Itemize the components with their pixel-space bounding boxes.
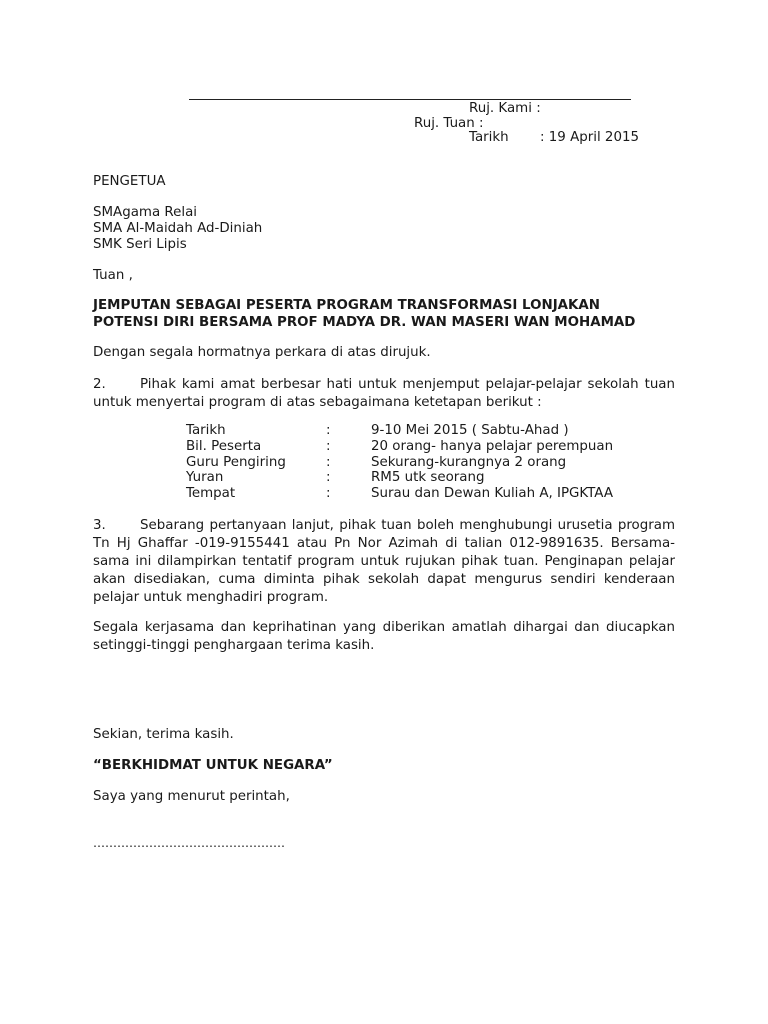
sign-off: Saya yang menurut perintah, xyxy=(93,789,290,804)
detail-row-bil-peserta xyxy=(0,439,768,455)
detail-row-guru-pengiring xyxy=(0,455,768,471)
detail-label: Tempat xyxy=(186,486,236,501)
detail-label: Tarikh xyxy=(186,423,226,438)
detail-value: 9-10 Mei 2015 ( Sabtu-Ahad ) xyxy=(371,423,569,438)
detail-row-yuran xyxy=(0,470,768,486)
detail-value: RM5 utk seorang xyxy=(371,470,485,485)
detail-label: Yuran xyxy=(186,470,224,485)
school-3: SMK Seri Lipis xyxy=(93,237,187,252)
paragraph-4-text: Segala kerjasama dan keprihatinan yang diberikan amatlah dihargai dan diucapkan setinggi-tinggi penghargaan terima kasih. xyxy=(93,620,675,653)
signature-line: ………………………………………… xyxy=(93,836,285,850)
school-2: SMA Al-Maidah Ad-Diniah xyxy=(93,221,263,236)
detail-row-tarikh xyxy=(0,423,768,439)
detail-value: 20 orang- hanya pelajar perempuan xyxy=(371,439,614,454)
detail-row-tempat xyxy=(0,486,768,502)
paragraph-3 xyxy=(93,517,675,607)
header-rule xyxy=(189,99,631,100)
tarikh-label: Tarikh xyxy=(469,130,509,145)
intro-text: Dengan segala hormatnya perkara di atas dirujuk. xyxy=(93,345,431,360)
detail-value: Sekurang-kurangnya 2 orang xyxy=(371,455,567,470)
school-1: SMAgama Relai xyxy=(93,205,198,220)
paragraph-2 xyxy=(93,376,675,412)
paragraph-4 xyxy=(93,619,675,655)
tarikh-value: : 19 April 2015 xyxy=(540,130,640,145)
detail-colon: : xyxy=(326,486,331,501)
ruj-kami: Ruj. Kami : xyxy=(469,101,541,116)
detail-colon: : xyxy=(326,470,331,485)
detail-colon: : xyxy=(326,439,331,454)
paragraph-2-number: 2. xyxy=(93,377,106,392)
paragraph-3-text: Sebarang pertanyaan lanjut, pihak tuan boleh menghubungi urusetia program Tn Hj Ghaffar -019-9155441 atau Pn Nor Azimah di talian 012-9891635. Bersama-sama ini dilampirkan tentatif program untuk rujukan pihak tuan. Penginapan pelajar akan disediakan, cuma diminta pihak sekolah dapat mengurus sendiri kenderaan pelajar untuk menghadiri program. xyxy=(93,518,675,605)
ruj-tuan: Ruj. Tuan : xyxy=(414,116,484,131)
motto: “BERKHIDMAT UNTUK NEGARA” xyxy=(93,758,333,773)
detail-label: Guru Pengiring xyxy=(186,455,286,470)
detail-value: Surau dan Dewan Kuliah A, IPGKTAA xyxy=(371,486,613,501)
subject-line-2: POTENSI DIRI BERSAMA PROF MADYA DR. WAN MASERI WAN MOHAMAD xyxy=(93,315,636,330)
detail-label: Bil. Peserta xyxy=(186,439,262,454)
recipient-title: PENGETUA xyxy=(93,174,166,189)
detail-colon: : xyxy=(326,455,331,470)
closing-thanks: Sekian, terima kasih. xyxy=(93,727,234,742)
paragraph-2-text: Pihak kami amat berbesar hati untuk menjemput pelajar-pelajar sekolah tuan untuk menyertai program di atas sebagaimana ketetapan berikut : xyxy=(93,377,675,410)
paragraph-3-number: 3. xyxy=(93,518,106,533)
salutation: Tuan , xyxy=(93,268,133,283)
detail-colon: : xyxy=(326,423,331,438)
subject-line-1: JEMPUTAN SEBAGAI PESERTA PROGRAM TRANSFORMASI LONJAKAN xyxy=(93,298,600,313)
